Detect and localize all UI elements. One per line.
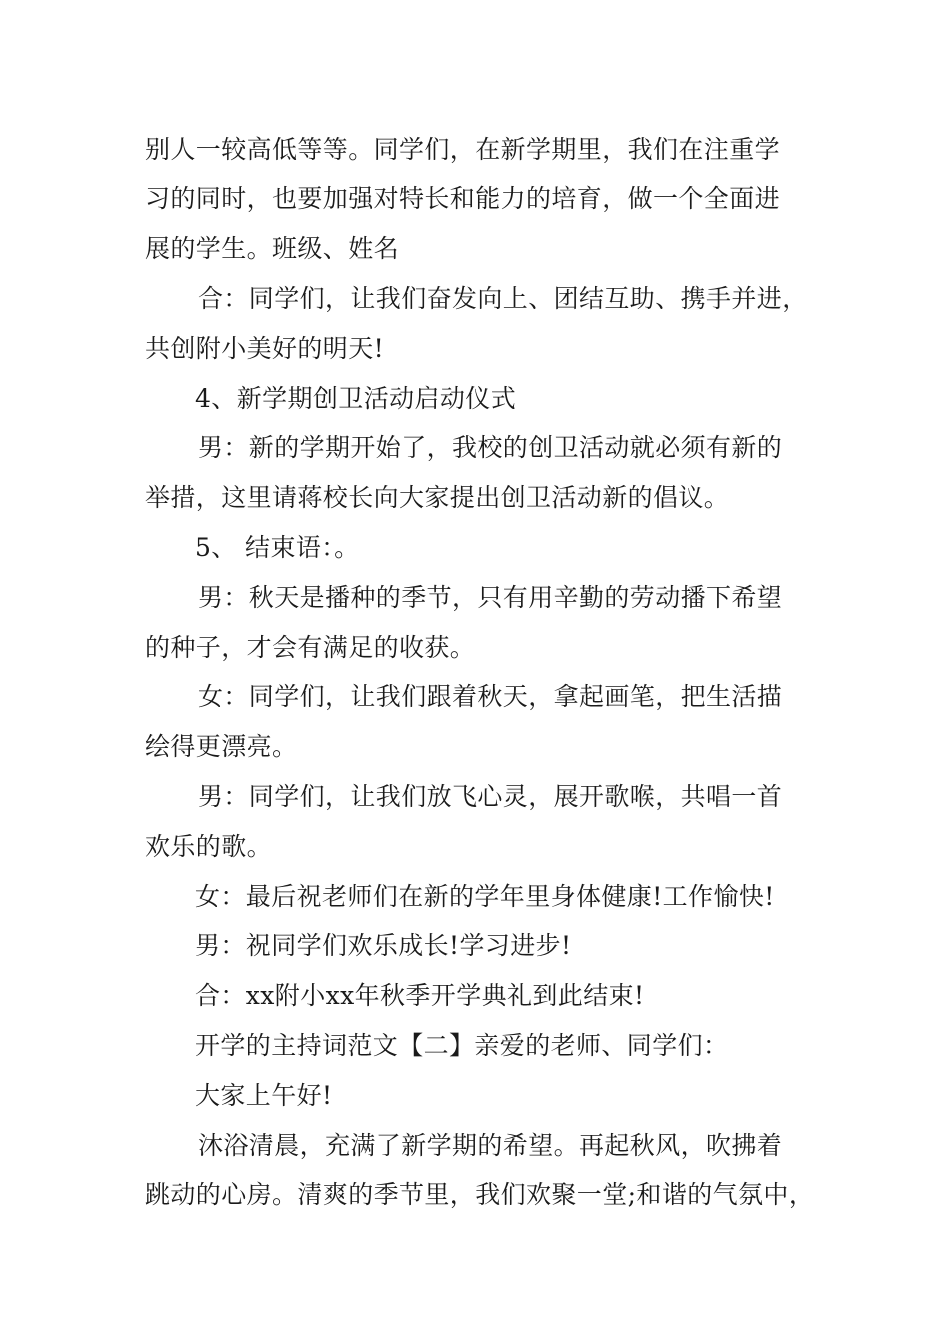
section-heading-fanwen-2: 开学的主持词范文【二】亲爱的老师、同学们： xyxy=(195,1031,729,1060)
text-line-18: 合：xx附小xx年秋季开学典礼到此结束! xyxy=(195,981,645,1010)
text-line-7: 男：新的学期开始了，我校的创卫活动就必须有新的 xyxy=(198,433,783,462)
section-heading-5: 5、 结束语：。 xyxy=(195,533,360,562)
text-line-17: 男：祝同学们欢乐成长!学习进步! xyxy=(195,931,572,960)
text-line-2: 习的同时，也要加强对特长和能力的培育，做一个全面进 xyxy=(145,184,781,213)
text-line-1: 别人一较高低等等。同学们，在新学期里，我们在注重学 xyxy=(145,135,781,164)
text-line-5: 共创附小美好的明天! xyxy=(145,334,385,363)
text-line-12: 女：同学们，让我们跟着秋天，拿起画笔，把生活描 xyxy=(198,682,783,711)
text-line-3: 展的学生。班级、姓名 xyxy=(145,234,400,263)
greeting-line: 大家上午好! xyxy=(195,1081,333,1110)
text-line-11: 的种子，才会有满足的收获。 xyxy=(145,633,476,662)
text-line-10: 男：秋天是播种的季节，只有用辛勤的劳动播下希望 xyxy=(198,583,783,612)
text-line-13: 绘得更漂亮。 xyxy=(145,732,298,761)
text-line-21: 沐浴清晨，充满了新学期的希望。再起秋风，吹拂着 xyxy=(198,1131,783,1160)
section-heading-4: 4、新学期创卫活动启动仪式 xyxy=(195,384,517,413)
text-line-8: 举措，这里请蒋校长向大家提出创卫活动新的倡议。 xyxy=(145,483,730,512)
text-line-15: 欢乐的歌。 xyxy=(145,832,273,861)
text-line-16: 女：最后祝老师们在新的学年里身体健康!工作愉快! xyxy=(195,882,775,911)
text-line-14: 男：同学们，让我们放飞心灵，展开歌喉，共唱一首 xyxy=(198,782,783,811)
text-line-4: 合：同学们，让我们奋发向上、团结互助、携手并进， xyxy=(198,284,808,313)
text-line-22: 跳动的心房。清爽的季节里，我们欢聚一堂;和谐的气氛中， xyxy=(145,1180,815,1209)
